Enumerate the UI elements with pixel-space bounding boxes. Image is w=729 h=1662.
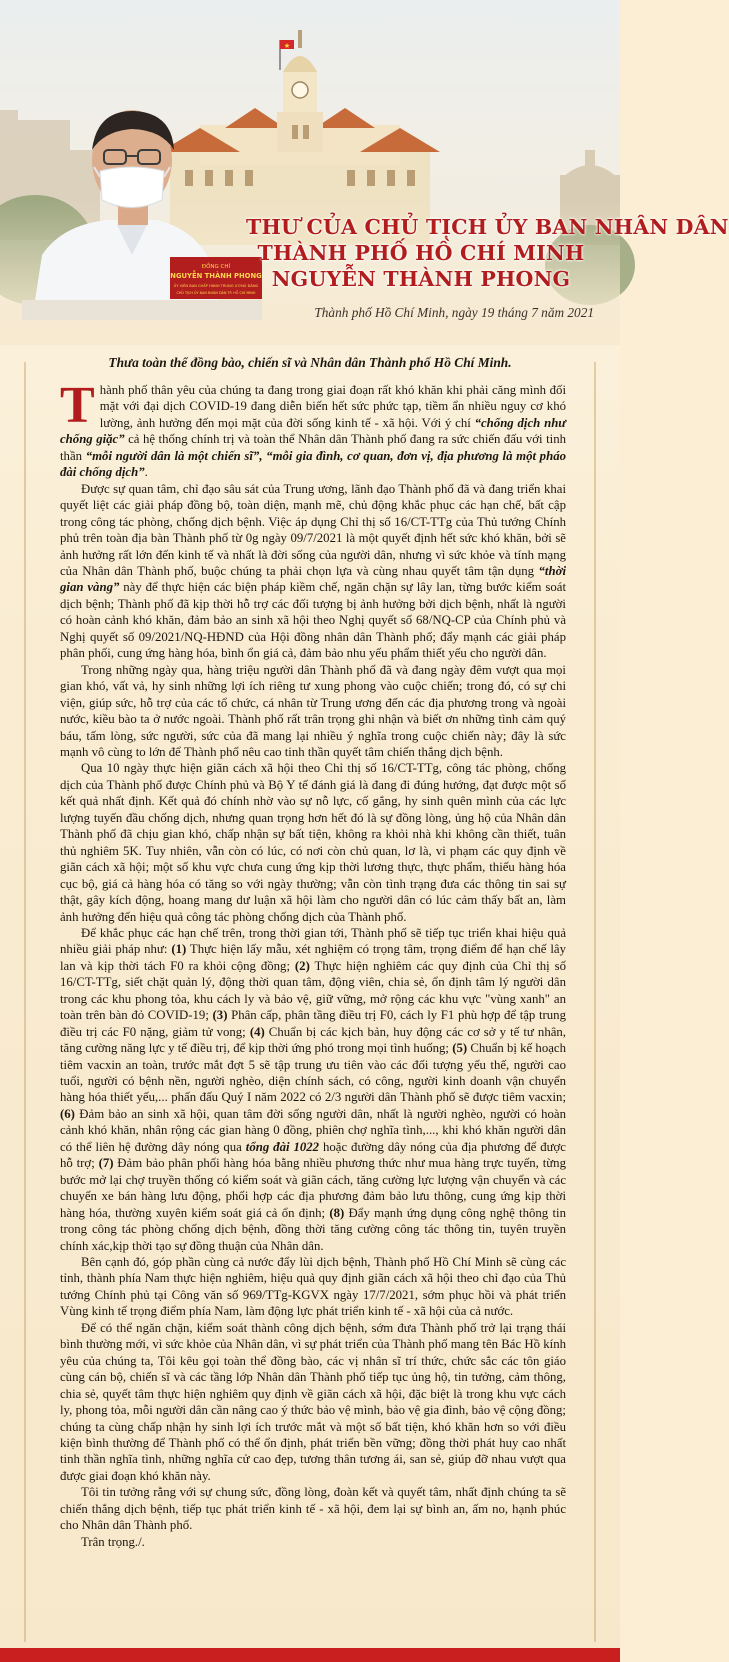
nameplate-line2: NGUYỄN THÀNH PHONG [170, 272, 262, 280]
paragraph-8: Tôi tin tưởng rằng với sự chung sức, đồng lòng, đoàn kết và quyết tâm, nhất định chúng ta sẽ chiến thắng dịch bệnh, tiếp tục phát triển kinh tế - xã hội, đem lại sự bình an, ấm no, hạnh phúc cho Nhân dân Thành phố. [60, 1485, 566, 1533]
svg-text:★: ★ [283, 42, 291, 50]
salutation: Thưa toàn thể đồng bào, chiến sĩ và Nhân dân Thành phố Hồ Chí Minh. [108, 355, 512, 370]
bottom-band [0, 1648, 620, 1662]
paragraph-5: Để khắc phục các hạn chế trên, trong thời gian tới, Thành phố sẽ tiếp tục triển khai hiệu quả nhiều giải pháp như: (1) Thực hiện lấy mẫu, xét nghiệm có trọng tâm, trọng điểm để hạn chế lây lan và kịp thời tách F0 ra khỏi cộng đồng; (2) Thực hiện nghiêm các quy định của Chỉ thị số 16/CT-TTg, siết chặt quản lý, động thời quan tâm, động viên, chia sẻ, ổn định tâm lý người dân trong các khu phong tỏa, khu cách ly và bảo vệ, giữ vững, mở rộng các khu vực "vùng xanh" an toàn trên bàn đỏ COVID-19; (3) Phân cấp, phân tầng điều trị F0, cách ly F1 phù hợp để tập trung điều trị các F0 nặng, giảm tử vong; (4) Chuẩn bị các kịch bản, huy động các cơ sở y tế tư nhân, tăng cường năng lực y tế điều trị, để kịp thời ứng phó trong mọi tình huống; (5) Chuẩn bị kế hoạch tiêm vacxin an toàn, trước mắt đợt 5 sẽ tập trung ưu tiên vào các đối tượng yếu thế, người cao tuổi, người có bệnh nền, người nghèo, diện chính sách, có công, người kinh doanh vận chuyển hàng hóa thiết yếu,... phấn đấu Quý I năm 2022 có 2/3 người dân Thành phố sẽ được tiêm vacxin; (6) Đảm bảo an sinh xã hội, quan tâm đời sống người dân, nhất là người nghèo, người có hoàn cảnh khó khăn, nhân rộng các gian hàng 0 đồng, phiên chợ nghĩa tình,..., khi khó khăn người dân có thể liên hệ đường dây nóng qua tổng đài 1022 hoặc đường dây nóng của địa phương để được hỗ trợ; (7) Đảm bảo phân phối hàng hóa bằng nhiều phương thức như mua hàng trực tuyến, từng bước mở lại chợ truyền thống có kiểm soát và giãn cách, tăng cường lực lượng vận chuyển và các chuyến xe bán hàng lưu động, phối hợp các địa phương đảm bảo lưu thông, cung ứng kịp thời hàng hóa, thường xuyên kiểm soát giá cả ổn định; (8) Đẩy mạnh ứng dụng công nghệ thông tin trong công tác phòng chống dịch bệnh, đồng thời tăng cường công tác thông tin, tuyên truyền chính xác,kịp thời tạo sự đồng thuận của Nhân dân. [60, 925, 567, 1253]
title-line-1: THƯ CỦA CHỦ TỊCH ỦY BAN NHÂN DÂN [246, 215, 729, 239]
left-border-ornament [20, 362, 30, 1642]
date-line: Thành phố Hồ Chí Minh, ngày 19 tháng 7 năm 2021 [314, 305, 594, 320]
paragraph-7: Để có thể ngăn chặn, kiểm soát thành công dịch bệnh, sớm đưa Thành phố trở lại trạng thái bình thường mới, vì sức khỏe của Nhân dân, vì sự phát triển của Thành phố mang tên Bác Hồ kính yêu của chúng ta, Tôi kêu gọi toàn thể đồng bào, các vị nhân sĩ trí thức, chức sắc các tôn giáo cùng cán bộ, chiến sĩ và các tầng lớp Nhân dân Thành phố tiếp tục ủng hộ, tin tưởng, cảm thông, chia sẻ, quyết tâm thực hiện nghiêm quy định về giãn cách xã hội, đặc biệt là trong khu vực cách ly, phong tỏa, mỗi người dân cần nâng cao ý thức bảo vệ mình, bảo vệ gia đình, bảo vệ cộng đồng; chúng ta cùng chấp nhận hy sinh lợi ích trước mắt và một số bất tiện, khó khăn hơn so với điều kiện bình thường để Thành phố có thể ổn định, phát triển bền vững; đồng thời phát huy cao nhất tinh thần nghĩa tình, những nghĩa cử cao đẹp, tương thân tương ái, san sẻ, giúp đỡ nhau vượt qua được giai đoạn khó khăn này. [60, 1320, 566, 1483]
paragraph-1: Thành phố thân yêu của chúng ta đang trong giai đoạn rất khó khăn khi phải căng mình đối mặt với đại dịch COVID-19 đang diễn biến hết sức phức tạp, tiềm ẩn nhiều nguy cơ khó lường, ảnh hưởng đến mọi mặt của đời sống kinh tế - xã hội. Với ý chí “chống dịch như chống giặc” cả hệ thống chính trị và toàn thể Nhân dân Thành phố đang ra sức chiến đấu với tinh thần “mỗi người dân là một chiến sĩ”, “mỗi gia đình, cơ quan, đơn vị, địa phương là một pháo đài chống dịch”. [60, 377, 566, 480]
paragraph-3: Trong những ngày qua, hàng triệu người dân Thành phố đã và đang ngày đêm vượt qua mọi gian khó, vất vả, hy sinh những lợi ích riêng tư xung phong vào cuộc chiến; trong đó, có sự chi viện, giúp sức, hỗ trợ của các tổ chức, cá nhân từ Trung ương đến các địa phương trong và ngoài nước, kiều bào ta ở nước ngoài. Thành phố rất trân trọng ghi nhận và biết ơn những tình cảm quý báu, tấm lòng, sức người, sức của đã mang lại nhiều ý nghĩa trong cuộc chiến này; đây là sức mạnh vô cùng to lớn để Thành phố nêu cao tinh thần quyết tâm chiến thắng dịch bệnh. [60, 662, 566, 759]
letter-title [246, 214, 729, 292]
nameplate-line3: ỦY VIÊN BAN CHẤP HÀNH TRUNG ƯƠNG ĐẢNG [173, 284, 259, 288]
closing: Trân trọng./. [81, 1534, 145, 1549]
paragraph-2: Được sự quan tâm, chỉ đạo sâu sát của Trung ương, lãnh đạo Thành phố đã và đang triển khai quyết liệt các giải pháp đồng bộ, toàn diện, mạnh mẽ, chủ động khắc phục các hạn chế, bất cập trong công tác phòng, chống dịch bệnh. Việc áp dụng Chỉ thị số 16/CT-TTg của Thủ tướng Chính phủ trên toàn địa bàn Thành phố từ 0g ngày 09/7/2021 là một quyết định hết sức khó khăn, bởi sẽ ảnh hưởng rất lớn đến kinh tế và nhất là đời sống của người dân, nhưng vì sức khỏe và tính mạng của Nhân dân Thành phố, buộc chúng ta phải chọn lựa và cùng nhau quyết tâm tận dụng “thời gian vàng” này để thực hiện các biện pháp kiềm chế, ngăn chặn sự lây lan, từng bước kiểm soát dịch bệnh; Thành phố đã kịp thời hỗ trợ các đối tượng bị ảnh hưởng bởi dịch bệnh, nhất là người có hoàn cảnh khó khăn, đảm bảo an sinh xã hội theo Nghị quyết số 68/NQ-CP của Chính phủ và Nghị quyết số 09/2021/NQ-HĐND của Hội đồng nhân dân Thành phố; đẩy mạnh các giải pháp phân phối, cung ứng hàng hóa, bình ổn giá cả, đảm bảo nhu yếu phẩm thiết yếu cho người dân. [60, 481, 566, 661]
paragraph-4: Qua 10 ngày thực hiện giãn cách xã hội theo Chỉ thị số 16/CT-TTg, công tác phòng, chống dịch của Thành phố được Chính phủ và Bộ Y tế đánh giá là đang đi đúng hướng, đạt được một số kết quả nhất định. Kết quả đó chính nhờ vào sự nỗ lực, cố gắng, hy sinh quên mình của các lực lượng tuyến đầu chống dịch, nhưng quan trọng hơn hết đó là sự đồng lòng, ủng hộ của Nhân dân Thành phố đã chịu gian khó, chấp nhận sự bất tiện, không ra khỏi nhà khi không cần thiết, tuân thủ nghiêm 5K. Tuy nhiên, vẫn còn có lúc, có nơi còn chủ quan, lơ là, vi phạm các quy định về giãn cách xã hội; một số khu vực chưa cung ứng kịp thời lương thực, thực phẩm, thiếu hàng hóa cục bộ, giá cả hàng hóa có tăng so với ngày thường; vẫn còn tình trạng đưa các thông tin sai sự thật, gây kích động, hoang mang dư luận xã hội làm cho người dân có lúc cảm thấy bất an, làm ảnh hưởng đến hiệu quả công tác phòng chống dịch của Thành phố. [60, 761, 566, 924]
paragraph-6: Bên cạnh đó, góp phần cùng cả nước đẩy lùi dịch bệnh, Thành phố Hồ Chí Minh sẽ cùng các tỉnh, thành phía Nam thực hiện nghiêm, hiệu quả quy định giãn cách xã hội theo chỉ đạo của Thủ tướng Chính phủ tại Công văn số 969/TTg-KGVX ngày 17/7/2021, sớm phục hồi và phát triển Vùng kinh tế trọng điểm phía Nam, làm động lực phát triển kinh tế - xã hội của cả nước. [60, 1255, 566, 1319]
portrait-photo [22, 105, 262, 320]
header-banner [0, 0, 729, 345]
drop-cap: T [60, 377, 95, 434]
letter-body [60, 377, 567, 1550]
hotline: tổng đài 1022 [245, 1139, 320, 1154]
nameplate-line4: CHỦ TỊCH ỦY BAN NHÂN DÂN TP. HỒ CHÍ MINH [176, 291, 256, 295]
right-border-ornament [590, 362, 600, 1642]
title-line-3: NGUYỄN THÀNH PHONG [271, 267, 571, 291]
title-line-2: THÀNH PHỐ HỒ CHÍ MINH [257, 241, 585, 265]
nameplate-line1: ĐỒNG CHÍ [201, 264, 231, 270]
